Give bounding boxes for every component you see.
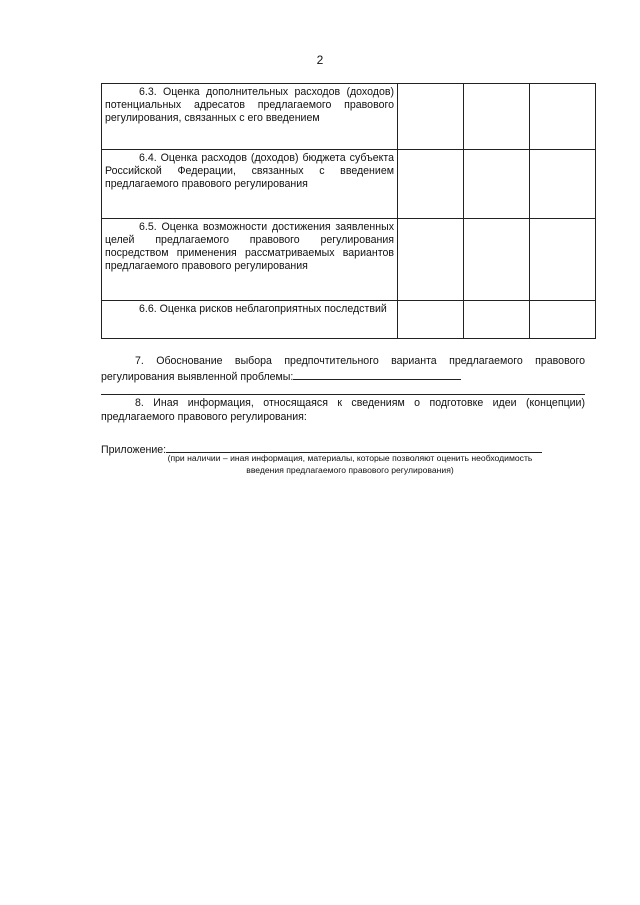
table-cell bbox=[530, 150, 596, 219]
table-cell bbox=[530, 301, 596, 339]
row-text: Оценка дополнительных расходов (доходов) потенциальных адресатов предлагаемого правового регулирования, связанных с его введением bbox=[105, 86, 394, 124]
table-row bbox=[102, 301, 596, 339]
table-cell bbox=[398, 150, 464, 219]
evaluation-table bbox=[101, 83, 596, 339]
table-cell bbox=[464, 150, 530, 219]
page-number: 2 bbox=[316, 53, 324, 67]
row-description bbox=[102, 150, 398, 219]
row-text: Оценка возможности достижения заявленных целей предлагаемого правового регулирования посредством применения рассматриваемых вариантов предлагаемого правового регулирования bbox=[105, 221, 394, 272]
row-description bbox=[102, 301, 398, 339]
row-number: 6.4. bbox=[139, 152, 157, 164]
row-number: 6.6. bbox=[139, 303, 157, 315]
table-cell bbox=[398, 84, 464, 150]
table-cell bbox=[530, 219, 596, 301]
annex-note: (при наличии – иная информация, материалы, которые позволяют оценить необходимость введения предлагаемого правового регулирования) bbox=[167, 453, 533, 475]
table-cell bbox=[530, 84, 596, 150]
row-number: 6.3. bbox=[139, 86, 157, 98]
annex-label: Приложение: bbox=[101, 444, 167, 456]
row-description bbox=[102, 219, 398, 301]
table-cell bbox=[464, 84, 530, 150]
answer-line bbox=[293, 368, 461, 380]
item-7 bbox=[101, 354, 585, 384]
item-8-text: 8. Иная информация, относящаяся к сведениям о подготовке идеи (концепции) предлагаемого правового регулирования: bbox=[101, 397, 585, 423]
table-row bbox=[102, 150, 596, 219]
row-text: Оценка рисков неблагоприятных последствий bbox=[159, 303, 387, 315]
answer-line bbox=[101, 394, 585, 395]
row-description bbox=[102, 84, 398, 150]
table-cell bbox=[398, 219, 464, 301]
item-8 bbox=[101, 396, 585, 424]
table-cell bbox=[398, 301, 464, 339]
table-cell bbox=[464, 301, 530, 339]
row-text: Оценка расходов (доходов) бюджета субъекта Российской Федерации, связанных с введением предлагаемого правового регулирования bbox=[105, 152, 394, 190]
table-cell bbox=[464, 219, 530, 301]
table-row bbox=[102, 84, 596, 150]
row-number: 6.5. bbox=[139, 221, 157, 233]
table-row bbox=[102, 219, 596, 301]
item-7-text: 7. Обоснование выбора предпочтительного варианта предлагаемого правового регулирования выявленной проблемы: bbox=[101, 355, 585, 383]
